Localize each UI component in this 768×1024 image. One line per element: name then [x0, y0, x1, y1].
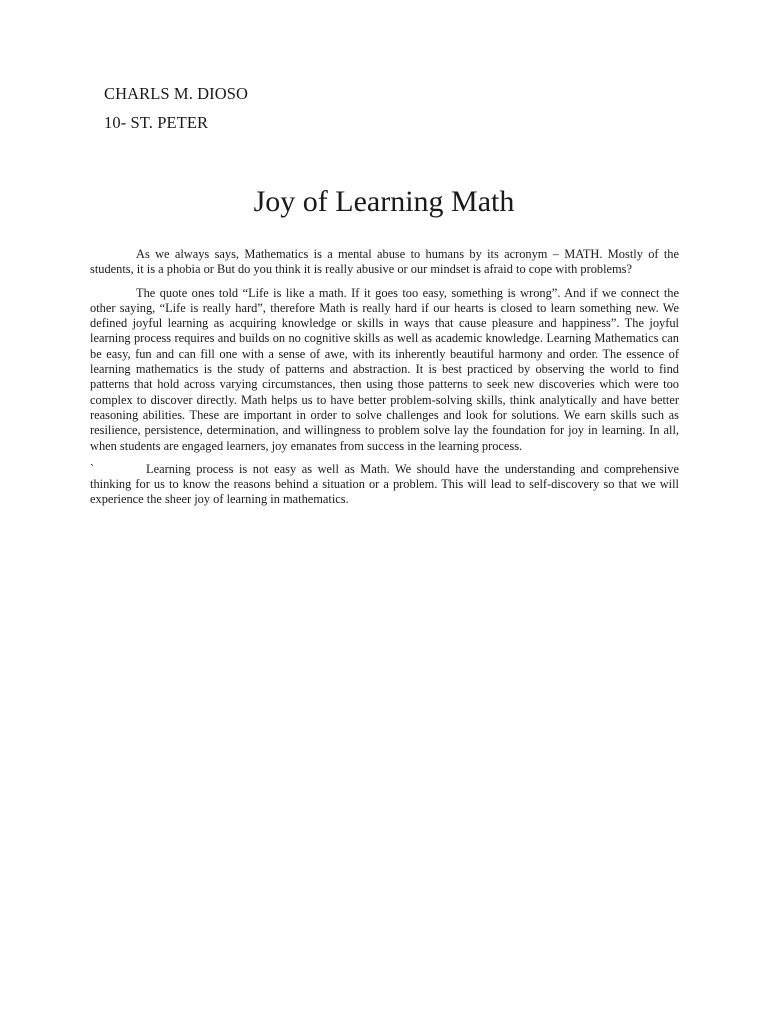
stray-mark: `	[90, 461, 95, 476]
paragraph-3-text: Learning process is not easy as well as Math. We should have the understanding and comprehensive thinking for us to know the reasons behind a situation or a problem. This will lead to self-discovery so that we will experience the sheer joy of learning in mathematics.	[90, 461, 679, 507]
document-body	[90, 247, 679, 516]
paragraph-2: The quote ones told “Life is like a math. If it goes too easy, something is wrong”. And if we connect the other saying, “Life is really hard”, therefore Math is really hard if our hearts is closed to learn something new. We defined joyful learning as acquiring knowledge or skills in ways that cause pleasure and happiness”. The joyful learning process requires and builds on no cognitive skills as well as academic knowledge. Learning Mathematics can be easy, fun and can fill one with a sense of awe, with its inherently beautiful harmony and order. The essence of learning mathematics is the study of patterns and abstraction. It is best practiced by observing the world to find patterns that hold across varying circumstances, then using those patterns to seek new discoveries which were too complex to discover directly. Math helps us to have better problem-solving skills, think analytically and have better reasoning abilities. These are important in order to solve challenges and look for solutions. We earn skills such as resilience, persistence, determination, and willingness to problem solve lay the foundation for joy in learning. In all, when students are engaged learners, joy emanates from success in the learning process.	[90, 285, 679, 453]
paragraph-3	[90, 462, 679, 508]
paragraph-1: As we always says, Mathematics is a mental abuse to humans by its acronym – MATH. Mostly of the students, it is a phobia or But do you think it is really abusive or our mindset is afraid to cope with problems?	[90, 247, 679, 277]
document-title: Joy of Learning Math	[253, 185, 515, 218]
author-section: 10- ST. PETER	[104, 113, 209, 132]
author-name: CHARLS M. DIOSO	[104, 84, 249, 103]
author-block	[104, 84, 248, 142]
